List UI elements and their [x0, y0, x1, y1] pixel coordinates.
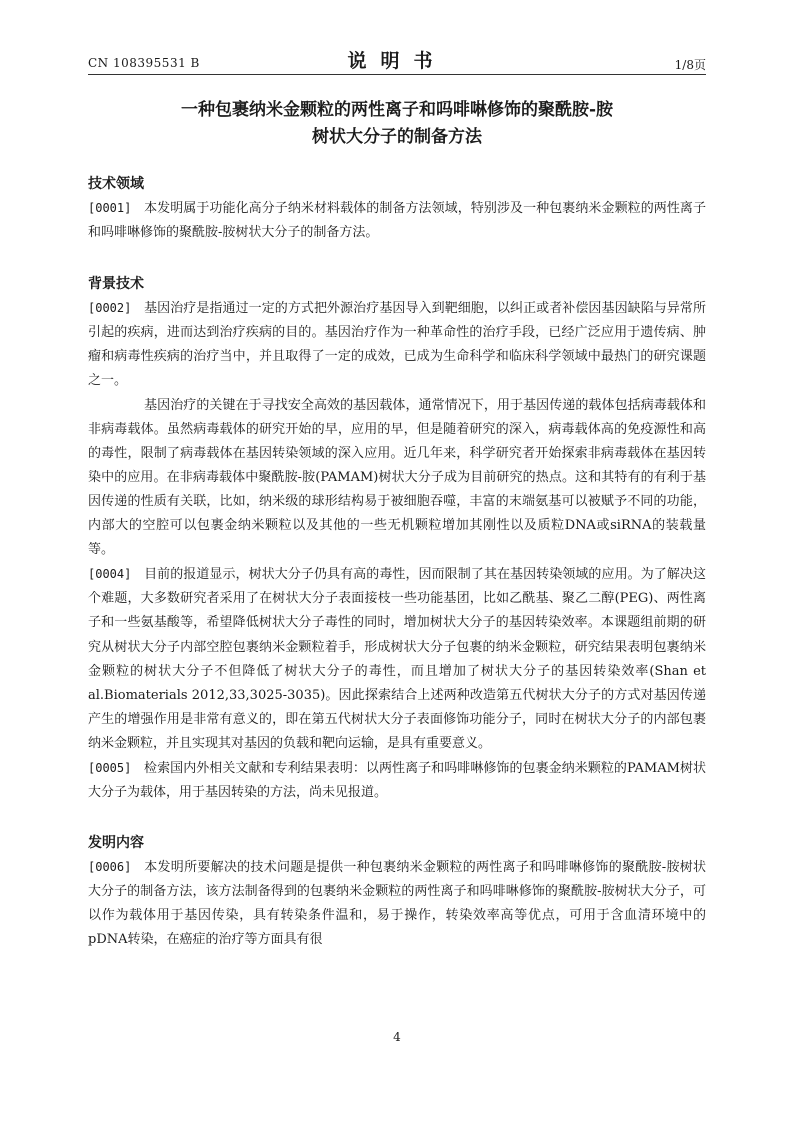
paragraph-text: 本发明所要解决的技术问题是提供一种包裹纳米金颗粒的两性离子和吗啡啉修饰的聚酰胺-胺树状大分子的制备方法，该方法制备得到的包裹纳米金颗粒的两性离子和吗啡啉修饰的聚酰胺-胺树状大分子，可以作为载体用于基因传染，具有转染条件温和，易于操作，转染效率高等优点，可用于含血清环境中的pDNA转染，在癌症的治疗等方面具有很 [88, 860, 706, 948]
patent-number: CN 108395531 B [88, 56, 200, 70]
title-line-2: 树状大分子的制备方法 [312, 127, 482, 147]
paragraph-number: [0002] [88, 301, 132, 316]
page-info: 1/8页 [674, 58, 706, 72]
paragraph-0002 [88, 296, 706, 393]
document-body [88, 172, 706, 953]
section-heading-background: 背景技术 [88, 276, 144, 293]
section-heading-invention: 发明内容 [88, 835, 144, 852]
paragraph-number: [0004] [88, 567, 132, 582]
paragraph-0001 [88, 196, 706, 245]
paragraph-number: [0001] [88, 201, 132, 215]
header-divider [88, 74, 706, 75]
document-title [88, 97, 706, 151]
page-number: 4 [393, 1030, 401, 1044]
paragraph-text: 检索国内外相关文献和专利结果表明：以两性离子和吗啡啉修饰的包裹金纳米颗粒的PAMAM树状大分子为载体，用于基因转染的方法，尚未见报道。 [88, 760, 706, 801]
paragraph-text: 基因治疗的关键在于寻找安全高效的基因载体，通常情况下，用于基因传递的载体包括病毒载体和非病毒载体。虽然病毒载体的研究开始的早，应用的早，但是随着研究的深入，病毒载体高的免疫源性和高的毒性，限制了病毒载体在基因转染领域的深入应用。近几年来，科学研究者开始探索非病毒载体在基因转染中的应用。在非病毒载体中聚酰胺-胺(PAMAM)树状大分子成为目前研究的热点。这和其特有的有利于基因传递的性质有关联，比如，纳米级的球形结构易于被细胞吞噬，丰富的末端氨基可以被赋予不同的功能，内部大的空腔可以包裹金纳米颗粒以及其他的一些无机颗粒增加其刚性以及质粒DNA或siRNA的装载量等。 [88, 397, 706, 558]
paragraph-text: 目前的报道显示，树状大分子仍具有高的毒性，因而限制了其在基因转染领域的应用。为了解决这个难题，大多数研究者采用了在树状大分子表面接枝一些功能基团，比如乙酰基、聚乙二醇(PEG)、两性离子和一些氨基酸等，希望降低树状大分子毒性的同时，增加树状大分子的基因转染效率。本课题组前期的研究从树状大分子内部空腔包裹纳米金颗粒着手，形成树状大分子包裹的纳米金颗粒，研究结果表明包裹纳米金颗粒的树状大分子不但降低了树状大分子的毒性，而且增加了树状大分子的基因转染效率(Shan et al.Biomaterials 2012,33,3025-3035)。因此探索结合上述两种改造第五代树状大分子的方式对基因传递产生的增强作用是非常有意义的，即在第五代树状大分子表面修饰功能分子，同时在树状大分子的内部包裹纳米金颗粒，并且实现其对基因的负载和靶向运输，是具有重要意义。 [88, 567, 706, 751]
paragraph-0004 [88, 562, 706, 756]
paragraph-text: 本发明属于功能化高分子纳米材料载体的制备方法领域，特别涉及一种包裹纳米金颗粒的两性离子和吗啡啉修饰的聚酰胺-胺树状大分子的制备方法。 [88, 201, 706, 241]
title-line-1: 一种包裹纳米金颗粒的两性离子和吗啡啉修饰的聚酰胺-胺 [180, 100, 614, 120]
paragraph-0002-continued [88, 394, 706, 563]
section-heading-tech-field: 技术领域 [88, 176, 144, 192]
page-header [88, 44, 706, 76]
paragraph-number: [0005] [88, 760, 132, 775]
paragraph-text: 基因治疗是指通过一定的方式把外源治疗基因导入到靶细胞，以纠正或者补偿因基因缺陷与异常所引起的疾病，进而达到治疗疾病的目的。基因治疗作为一种革命性的治疗手段，已经广泛应用于遗传病、肿瘤和病毒性疾病的治疗当中，并且取得了一定的成效，已成为生命科学和临床科学领域中最热门的研究课题之一。 [88, 301, 706, 389]
paragraph-0006 [88, 855, 706, 952]
paragraph-0005 [88, 756, 706, 805]
document-type: 说明书 [347, 50, 447, 72]
paragraph-number: [0006] [88, 860, 132, 875]
